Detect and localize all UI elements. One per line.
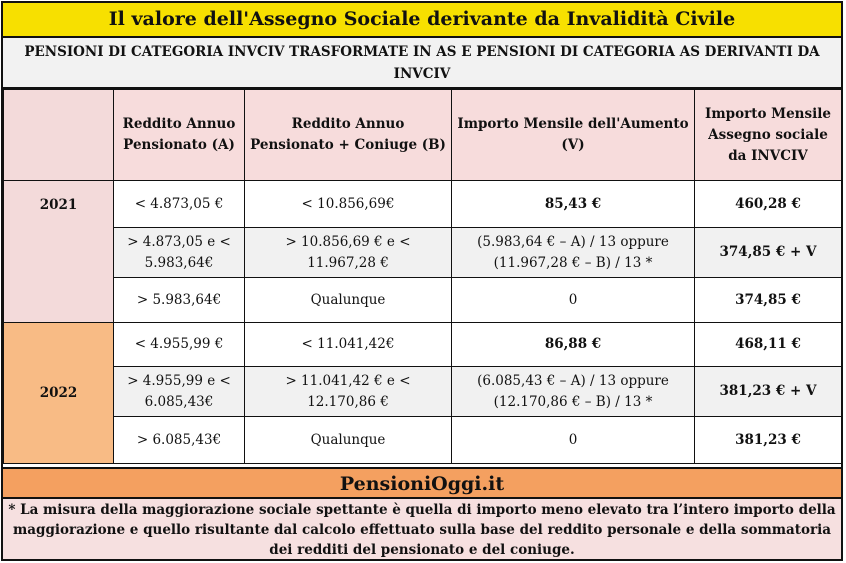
year-cell-2021: 2021 — [4, 181, 114, 323]
income-a-cell: < 4.873,05 € — [114, 181, 245, 228]
increase-cell: 86,88 € — [452, 323, 695, 367]
table-row — [4, 228, 842, 278]
income-b-cell: < 11.041,42€ — [245, 323, 452, 367]
col-header-income-b: Reddito Annuo Pensionato + Coniuge (B) — [245, 90, 452, 181]
increase-cell: 0 — [452, 417, 695, 464]
col-header-monthly: Importo Mensile Assegno sociale da INVCIV — [695, 90, 842, 181]
income-a-cell: > 5.983,64€ — [114, 278, 245, 323]
page-title: Il valore dell'Assegno Sociale derivante da Invalidità Civile — [3, 3, 841, 38]
income-a-cell: < 4.955,99 € — [114, 323, 245, 367]
table-row — [4, 367, 842, 417]
table-subtitle: PENSIONI DI CATEGORIA INVCIV TRASFORMATE IN AS E PENSIONI DI CATEGORIA AS DERIVANTI DA INVCIV — [3, 38, 841, 89]
monthly-cell: 374,85 € — [695, 278, 842, 323]
increase-cell: 85,43 € — [452, 181, 695, 228]
footnote: * La misura della maggiorazione sociale spettante è quella di importo meno elevato tra l’intero importo della maggiorazione e quello risultante dal calcolo effettuato sulla base del reddito personale e della sommatoria dei redditi del pensionato e del coniuge. — [3, 499, 841, 559]
income-a-cell: > 4.955,99 e < 6.085,43€ — [114, 367, 245, 417]
income-b-cell: < 10.856,69€ — [245, 181, 452, 228]
income-b-cell: > 10.856,69 € e < 11.967,28 € — [245, 228, 452, 278]
table-row — [4, 323, 842, 367]
brand-banner: PensioniOggi.it — [3, 467, 841, 499]
table-row — [4, 181, 842, 228]
income-a-cell: > 6.085,43€ — [114, 417, 245, 464]
year-header-spacer — [4, 90, 114, 181]
monthly-cell: 460,28 € — [695, 181, 842, 228]
col-header-income-a: Reddito Annuo Pensionato (A) — [114, 90, 245, 181]
monthly-cell: 374,85 € + V — [695, 228, 842, 278]
income-b-cell: Qualunque — [245, 278, 452, 323]
income-a-cell: > 4.873,05 e < 5.983,64€ — [114, 228, 245, 278]
table-row — [4, 278, 842, 323]
income-b-cell: Qualunque — [245, 417, 452, 464]
table-row — [4, 417, 842, 464]
monthly-cell: 381,23 € + V — [695, 367, 842, 417]
year-cell-2022: 2022 — [4, 323, 114, 464]
monthly-cell: 381,23 € — [695, 417, 842, 464]
table-frame — [1, 1, 843, 561]
header-row — [4, 90, 842, 181]
increase-cell: (6.085,43 € – A) / 13 oppure (12.170,86 € – B) / 13 * — [452, 367, 695, 417]
increase-cell: (5.983,64 € – A) / 13 oppure (11.967,28 € – B) / 13 * — [452, 228, 695, 278]
pension-table — [3, 89, 842, 464]
monthly-cell: 468,11 € — [695, 323, 842, 367]
income-b-cell: > 11.041,42 € e < 12.170,86 € — [245, 367, 452, 417]
increase-cell: 0 — [452, 278, 695, 323]
col-header-increase: Importo Mensile dell'Aumento (V) — [452, 90, 695, 181]
